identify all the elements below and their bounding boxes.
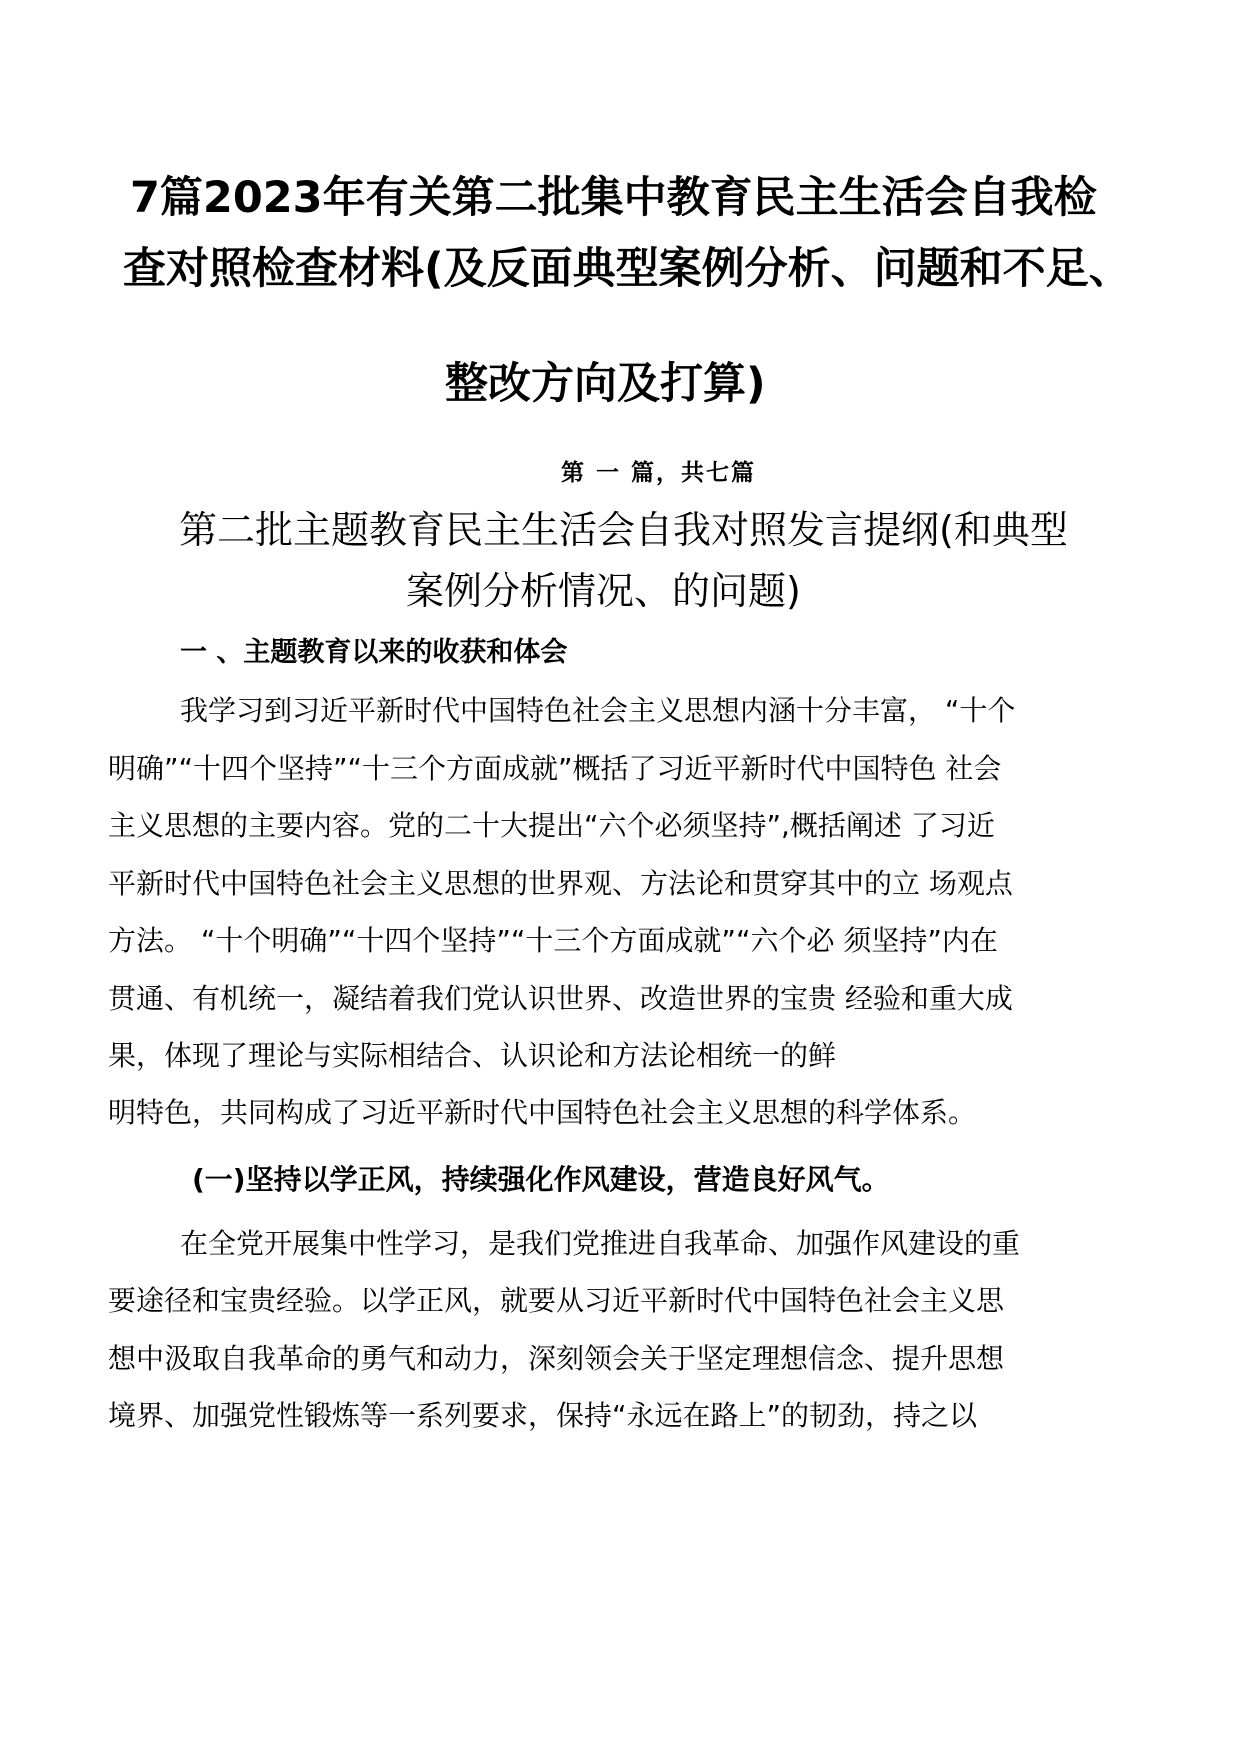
paragraph-line: 明特色，共同构成了习近平新时代中国特色社会主义思想的科学体系。 <box>108 1096 977 1129</box>
document-title-line-2: 查对照检查材料(及反面典型案例分析、问题和不足、 <box>123 244 1132 294</box>
section-heading: 一 、主题教育以来的收获和体会 <box>180 637 568 668</box>
paragraph-line: 贯通、有机统一，凝结着我们党认识世界、改造世界的宝贵 经验和重大成 <box>108 982 1013 1015</box>
paragraph-line: 明确”“十四个坚持”“十三个方面成就”概括了习近平新时代中国特色 社会 <box>108 752 1002 785</box>
paragraph-line: 我学习到习近平新时代中国特色社会主义思想内涵十分丰富， “十个 <box>180 694 1016 727</box>
part-label: 第 一 篇，共七篇 <box>561 459 757 486</box>
subsection-heading: (一)坚持以学正风，持续强化作风建设，营造良好风气。 <box>192 1163 890 1196</box>
paragraph-line: 在全党开展集中性学习，是我们党推进自我革命、加强作风建设的重 <box>180 1227 1021 1260</box>
paragraph-line: 境界、加强党性锻炼等一系列要求，保持“永远在路上”的韧劲，持之以 <box>108 1399 978 1432</box>
paragraph-line: 果，体现了理论与实际相结合、认识论和方法论相统一的鲜 <box>108 1039 837 1072</box>
paragraph-line: 想中汲取自我革命的勇气和动力，深刻领会关于坚定理想信念、提升思想 <box>108 1342 1005 1375</box>
document-title-line-3: 整改方向及打算) <box>445 359 766 409</box>
document-title-line-1: 7篇2023年有关第二批集中教育民主生活会自我检 <box>130 173 1097 223</box>
paragraph-line: 方法。 “十个明确”“十四个坚持”“十三个方面成就”“六个必 须坚持”内在 <box>108 924 998 957</box>
subtitle-line-1: 第二批主题教育民主生活会自我对照发言提纲(和典型 <box>179 508 1068 552</box>
paragraph-line: 要途径和宝贵经验。以学正风，就要从习近平新时代中国特色社会主义思 <box>108 1284 1005 1317</box>
paragraph-line: 主义思想的主要内容。党的二十大提出“六个必须坚持”,概括阐述 了习近 <box>108 809 995 842</box>
subtitle-line-2: 案例分析情况、的问题) <box>406 569 801 613</box>
paragraph-line: 平新时代中国特色社会主义思想的世界观、方法论和贯穿其中的立 场观点 <box>108 867 1013 900</box>
